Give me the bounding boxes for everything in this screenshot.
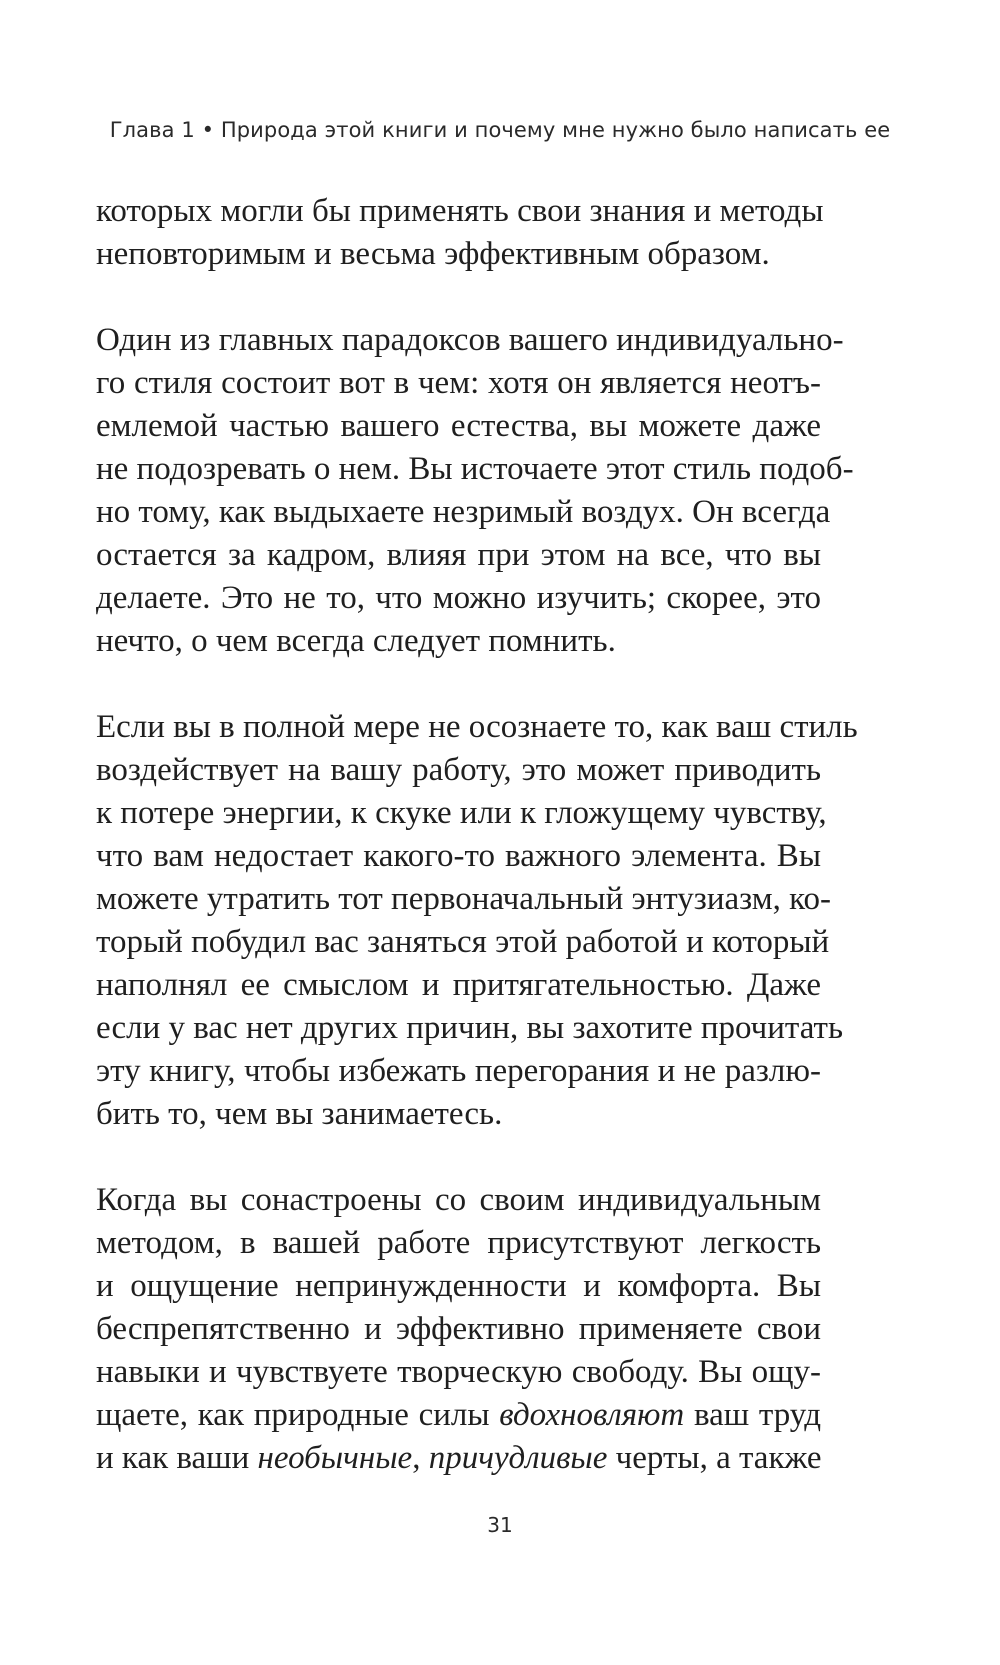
text-line: делаете. Это не то, что можно изучить; скорее, это [96, 580, 821, 616]
paragraph-4 [96, 1179, 821, 1480]
text-span: ваш труд [684, 1397, 821, 1433]
text-span: , [412, 1440, 429, 1476]
text-line: которых могли бы применять свои знания и методы [96, 193, 824, 229]
text-line: не подозревать о нем. Вы источаете этот стиль подоб- [96, 451, 854, 487]
paragraph-1 [96, 190, 824, 276]
text-line: но тому, как выдыхаете незримый воздух. Он всегда [96, 494, 831, 530]
paragraph-2 [96, 319, 854, 663]
text-line: беспрепятственно и эффективно применяете свои [96, 1311, 821, 1347]
running-header: Глава 1 • Природа этой книги и почему мне нужно было написать ее [109, 118, 891, 142]
text-line: если у вас нет других причин, вы захотите прочитать [96, 1010, 843, 1046]
text-line: методом, в вашей работе присутствуют легкость [96, 1225, 821, 1261]
text-line: воздействует на вашу работу, это может приводить [96, 752, 821, 788]
text-line: торый побудил вас заняться этой работой и который [96, 924, 830, 960]
text-span: щаете, как природные силы [96, 1397, 500, 1433]
emphasis-text: необычные [257, 1440, 413, 1476]
text-line: что вам недостает какого-то важного элемента. Вы [96, 838, 821, 874]
text-line: можете утратить тот первоначальный энтузиазм, ко- [96, 881, 831, 917]
page-number: 31 [487, 1513, 513, 1537]
text-line: Если вы в полной мере не осознаете то, как ваш стиль [96, 709, 858, 745]
text-line: остается за кадром, влияя при этом на все, что вы [96, 537, 821, 573]
text-line: и ощущение непринужденности и комфорта. Вы [96, 1268, 821, 1304]
text-line: наполнял ее смыслом и притягательностью. Даже [96, 967, 821, 1003]
text-line: эту книгу, чтобы избежать перегорания и не разлю- [96, 1053, 821, 1089]
text-line: нечто, о чем всегда следует помнить. [96, 623, 616, 659]
text-line: неповторимым и весьма эффективным образом. [96, 236, 770, 272]
text-line-with-emphasis [96, 1437, 821, 1480]
text-line: емлемой частью вашего естества, вы можете даже [96, 408, 821, 444]
text-line-with-emphasis [96, 1394, 821, 1437]
text-line: к потере энергии, к скуке или к гложущему чувству, [96, 795, 827, 831]
text-line: го стиля состоит вот в чем: хотя он является неотъ- [96, 365, 821, 401]
text-line: Один из главных парадоксов вашего индивидуально- [96, 322, 844, 358]
paragraph-3 [96, 706, 858, 1136]
text-span: черты, а также [607, 1440, 822, 1476]
emphasis-text: причудливые [428, 1440, 608, 1476]
emphasis-text: вдохновляют [499, 1397, 685, 1433]
text-line: Когда вы сонастроены со своим индивидуальным [96, 1182, 821, 1218]
text-span: и как ваши [96, 1440, 258, 1476]
text-line: бить то, чем вы занимаетесь. [96, 1096, 503, 1132]
body-text [96, 190, 858, 1480]
text-line: навыки и чувствуете творческую свободу. Вы ощу- [96, 1354, 821, 1390]
